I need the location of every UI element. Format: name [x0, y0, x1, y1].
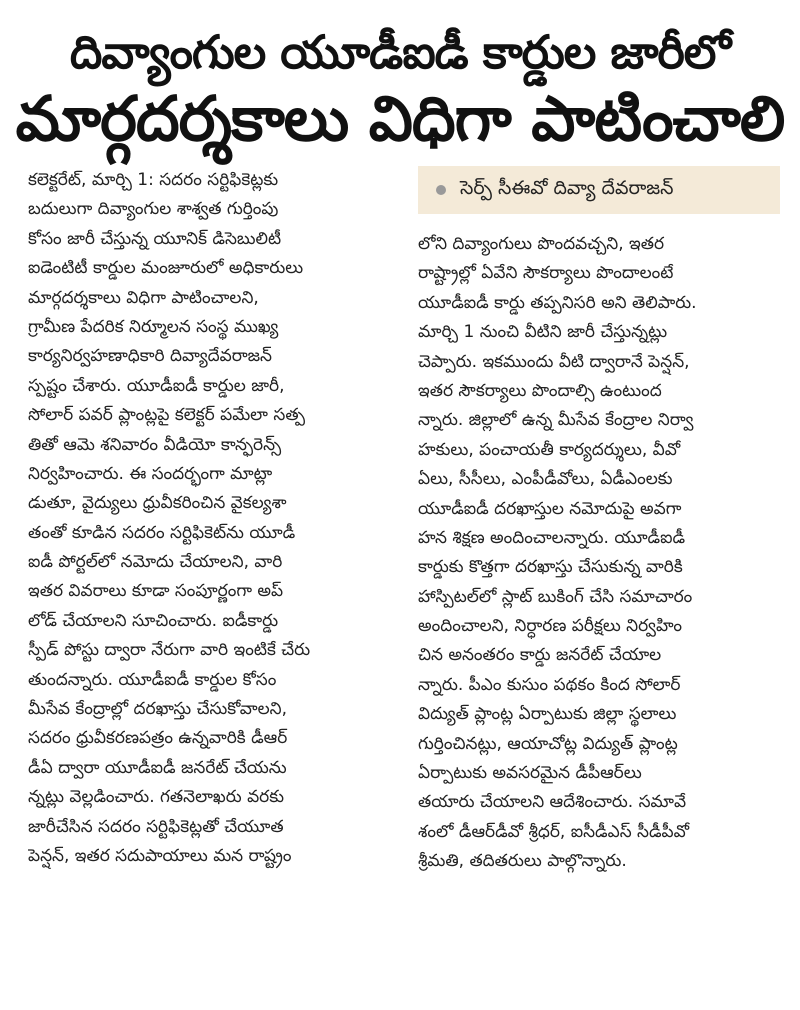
- right-line: చెప్పారు. ఇకముందు వీటి ద్వారానే పెన్షన్,: [418, 351, 690, 372]
- right-line: తయారు చేయాలని ఆదేశించారు. సమావే: [418, 792, 687, 813]
- right-line: శ్రీమతి, తదితరులు పాల్గొన్నారు.: [418, 851, 627, 872]
- right-line: గుర్తించినట్లు, ఆయాచోట్ల విద్యుత్ ప్లాంట్ల: [418, 733, 678, 754]
- right-line: లోని దివ్యాంగులు పొందవచ్చని, ఇతర: [418, 234, 665, 254]
- subhead-text: సెర్ప్ సీఈవో దివ్యా దేవరాజన్: [460, 176, 674, 199]
- right-line: హకులు, పంచాయతీ కార్యదర్శులు, వీవో: [418, 439, 681, 460]
- bullet-icon: [436, 185, 446, 195]
- left-line: తుందన్నారు. యూడీఐడీ కార్డుల కోసం: [28, 669, 277, 690]
- left-line: కార్యనిర్వహణాధికారి దివ్యాదేవరాజన్: [28, 346, 272, 367]
- right-line: ఏలు, సీసీలు, ఎంపీడీవోలు, ఏడీఎంలకు: [418, 469, 673, 490]
- left-line: లోడ్ చేయాలని సూచించారు. ఐడీకార్డు: [28, 610, 279, 631]
- subhead-box: [418, 166, 780, 214]
- headline-line-1: దివ్యాంగుల యూడీఐడీ కార్డుల జారీలో: [69, 25, 731, 79]
- left-line: సదరం ధ్రువీకరణపత్రం ఉన్నవారికి డీఆర్: [28, 728, 288, 749]
- right-line: హన శిక్షణ అందించాలన్నారు. యూడీఐడీ: [418, 527, 686, 548]
- right-line: యూడీఐడీ కార్డు తప్పనిసరి అని తెలిపారు.: [418, 292, 697, 313]
- right-line: రాష్ట్రాల్లో ఏవేని సౌకర్యాలు పొందాలంటే: [418, 263, 674, 284]
- left-line: సోలార్ పవర్ ప్లాంట్లపై కలెక్టర్ పమేలా సత్ప: [28, 405, 306, 426]
- right-line: ఇతర సౌకర్యాలు పొందాల్సి ఉంటుంద: [418, 380, 662, 401]
- right-column: [418, 230, 780, 877]
- right-line: హాస్పిటల్‌లో స్లాట్ బుకింగ్ చేసి సమాచారం: [418, 586, 693, 607]
- left-line: తంతో కూడిన సదరం సర్టిఫికెట్‌ను యూడీ: [28, 522, 296, 543]
- left-line: డీఏ ద్వారా యూడీఐడీ జనరేట్ చేయను: [28, 757, 287, 778]
- right-line: యూడీఐడీ దరఖాస్తుల నమోదుపై అవగా: [418, 498, 682, 519]
- left-line: తితో ఆమె శనివారం వీడియో కాన్ఫరెన్స్: [28, 434, 282, 455]
- right-line: చిన అనంతరం కార్డు జనరేట్ చేయాల: [418, 645, 662, 666]
- headline-line-2: మార్గదర్శకాలు విధిగా పాటించాలి: [15, 82, 785, 155]
- right-line: న్నారు. పీఎం కుసుం పథకం కింద సోలార్: [418, 674, 681, 695]
- left-column: [28, 166, 388, 871]
- left-line: జారీచేసిన సదరం సర్టిఫికెట్లతో చేయూత: [28, 816, 284, 837]
- left-line: మార్గదర్శకాలు విధిగా పాటించాలని,: [28, 287, 259, 308]
- left-line: డుతూ, వైద్యులు ధ్రువీకరించిన వైకల్యశా: [28, 493, 287, 514]
- left-line: ఐడీ పోర్టల్‌లో నమోదు చేయాలని, వారి: [28, 552, 283, 573]
- left-line: ఇతర వివరాలు కూడా సంపూర్ణంగా అప్: [28, 581, 284, 602]
- right-line: న్నారు. జిల్లాలో ఉన్న మీసేవ కేంద్రాల నిర్వా: [418, 410, 694, 431]
- left-line: కలెక్టరేట్, మార్చి 1: సదరం సర్టిఫికెట్లకు: [28, 170, 279, 190]
- right-line: ఏర్పాటుకు అవసరమైన డీపీఆర్‌లు: [418, 763, 642, 784]
- left-line: స్పష్టం చేశారు. యూడీఐడీ కార్డుల జారీ,: [28, 375, 285, 396]
- right-line: మార్చి 1 నుంచి వీటిని జారీ చేస్తున్నట్లు: [418, 322, 668, 343]
- left-line: స్పీడ్ పోస్టు ద్వారా నేరుగా వారి ఇంటికే చేరు: [28, 640, 311, 661]
- left-line: కోసం జారీ చేస్తున్న యూనిక్ డిసెబులిటీ: [28, 228, 282, 249]
- left-line: ఐడెంటిటీ కార్డుల మంజూరులో అధికారులు: [28, 258, 304, 279]
- left-line: గ్రామీణ పేదరిక నిర్మూలన సంస్థ ముఖ్య: [28, 316, 279, 337]
- left-line: నిర్వహించారు. ఈ సందర్భంగా మాట్లా: [28, 463, 273, 484]
- right-line: కార్డుకు కొత్తగా దరఖాస్తు చేసుకున్న వారికి: [418, 557, 683, 578]
- left-line: బదులుగా దివ్యాంగుల శాశ్వత గుర్తింపు: [28, 199, 279, 220]
- right-line: విద్యుత్ ప్లాంట్ల ఏర్పాటుకు జిల్లా స్థలాలు: [418, 704, 677, 725]
- left-line: మీసేవ కేంద్రాల్లో దరఖాస్తు చేసుకోవాలని,: [28, 699, 287, 720]
- left-line: పెన్షన్, ఇతర సదుపాయాలు మన రాష్ట్రం: [28, 845, 292, 866]
- right-line: అందించాలని, నిర్ధారణ పరీక్షలు నిర్వహిం: [418, 616, 682, 637]
- right-line: శంలో డీఆర్‌డీవో శ్రీధర్, ఐసీడీఎస్ సీడీపీవో: [418, 821, 690, 842]
- left-line: న్నట్లు వెల్లడించారు. గతనెలాఖరు వరకు: [28, 787, 284, 808]
